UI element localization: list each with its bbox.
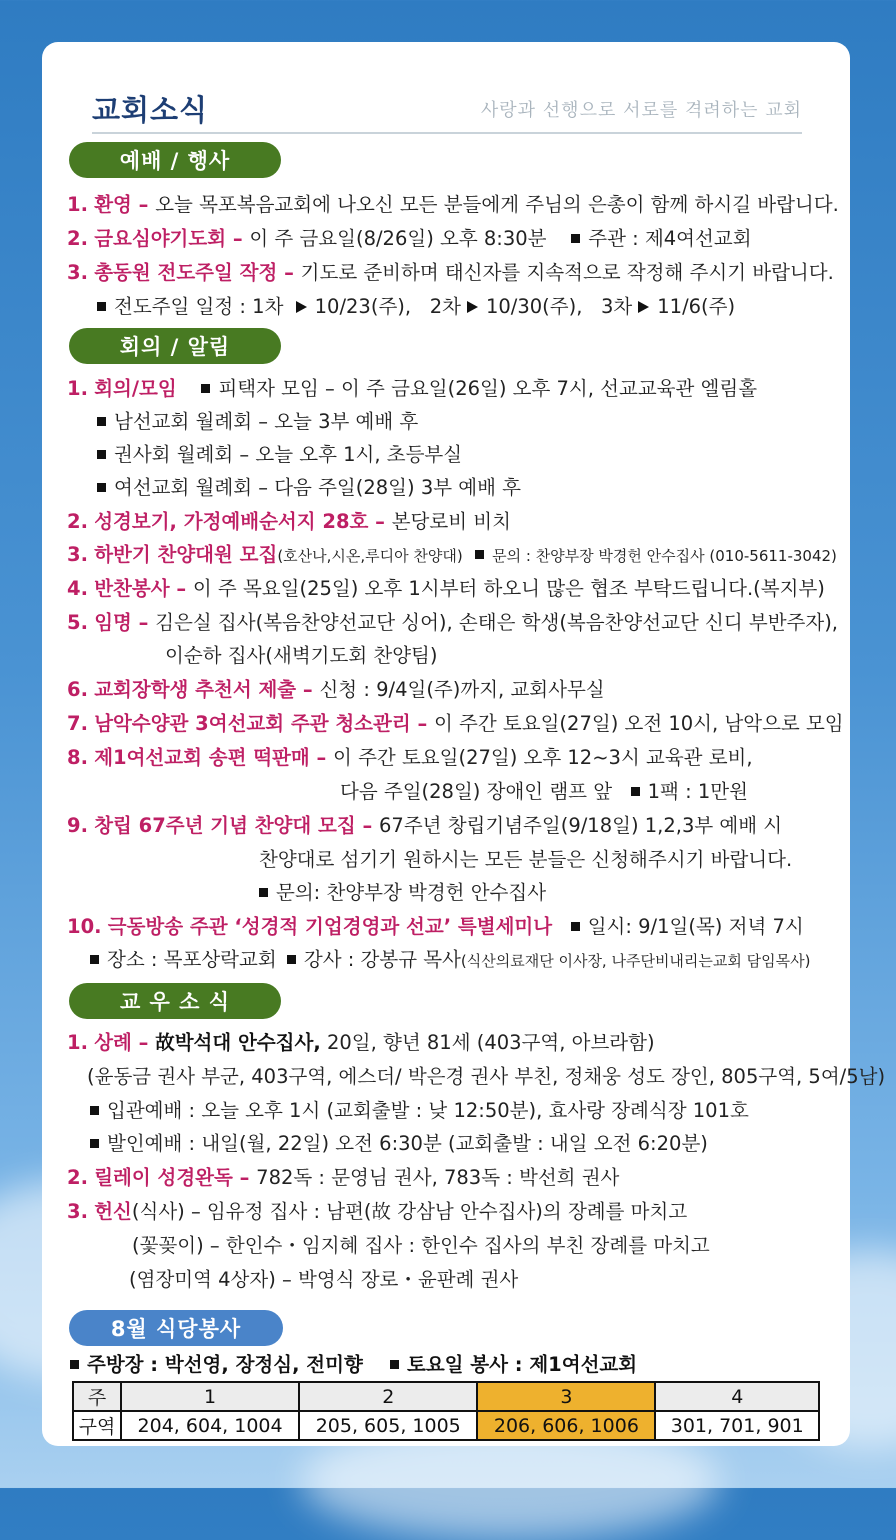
list-item: 10. 극동방송 주관 ‘성경적 기업경영과 선교’ 특별세미나 일시: 9/1일(목) 저녁 7시 — [67, 915, 804, 938]
bullet-icon — [571, 922, 580, 931]
list-item: 여선교회 월례회 – 다음 주일(28일) 3부 예배 후 — [97, 475, 521, 501]
list-item-continued: (꽃꽂이) – 한인수・임지혜 집사 : 한인수 집사의 부친 장례를 마치고 — [132, 1234, 710, 1257]
list-item: 남선교회 월례회 – 오늘 3부 예배 후 — [97, 409, 418, 435]
page-subtitle: 사랑과 선행으로 서로를 격려하는 교회 — [480, 100, 802, 121]
table-cell: 2 — [299, 1382, 477, 1411]
header-divider — [92, 132, 802, 134]
table-cell-highlighted: 3 — [477, 1382, 655, 1411]
list-item-continued: 발인예배 : 내일(월, 22일) 오전 6:30분 (교회출발 : 내일 오전 6:20분) — [90, 1131, 708, 1157]
list-item: 1. 회의/모임 피택자 모임 – 이 주 금요일(26일) 오후 7시, 선교교육관 엘림홀 — [67, 377, 758, 400]
table-cell: 204, 604, 1004 — [121, 1411, 299, 1440]
bullet-icon — [571, 234, 580, 243]
list-item-continued: 다음 주일(28일) 장애인 램프 앞 1팩 : 1만원 — [340, 780, 748, 803]
list-item: 1. 상례 – 故박석대 안수집사, 20일, 향년 81세 (403구역, 아브라함) — [67, 1031, 655, 1054]
bullet-icon — [390, 1360, 399, 1369]
list-item-continued: (윤동금 권사 부군, 403구역, 에스더/ 박은경 권사 부친, 정채웅 성도 장인, 805구역, 5여/5남) — [87, 1065, 886, 1088]
list-item: 2. 금요심야기도회 – 이 주 금요일(8/26일) 오후 8:30분 주관 : 제4여선교회 — [67, 227, 752, 250]
list-item-continued: 장소 : 목포상락교회 강사 : 강봉규 목사(식산의료재단 이사장, 나주단비내리는교회 담임목사) — [90, 947, 810, 974]
bullet-icon — [475, 550, 484, 559]
bullet-icon — [97, 302, 106, 311]
list-item: 8. 제1여선교회 송편 떡판매 – 이 주간 토요일(27일) 오후 12~3시 교육관 로비, — [67, 746, 753, 769]
bullet-icon — [97, 417, 106, 426]
list-item: 2. 릴레이 성경완독 – 782독 : 문영님 권사, 783독 : 박선희 권사 — [67, 1166, 620, 1189]
section-title-kitchen-duty: 8월 식당봉사 — [69, 1310, 283, 1346]
list-item-continued: 입관예배 : 오늘 오후 1시 (교회출발 : 낮 12:50분), 효사랑 장례식장 101호 — [90, 1098, 749, 1124]
table-cell-highlighted: 206, 606, 1006 — [477, 1411, 655, 1440]
list-item: 권사회 월례회 – 오늘 오후 1시, 초등부실 — [97, 442, 462, 468]
bullet-icon — [70, 1360, 79, 1369]
bullet-icon — [90, 1106, 99, 1115]
list-item: 9. 창립 67주년 기념 찬양대 모집 – 67주년 창립기념주일(9/18일) 1,2,3부 예배 시 — [67, 814, 783, 837]
news-card — [42, 42, 886, 1446]
list-item-continued: 찬양대로 섬기기 원하시는 모든 분들은 신청해주시기 바랍니다. — [259, 848, 793, 871]
list-item-continued: 문의: 찬양부장 박경헌 안수집사 — [259, 880, 546, 906]
table-row — [73, 1382, 819, 1411]
list-item: 6. 교회장학생 추천서 제출 – 신청 : 9/4일(주)까지, 교회사무실 — [67, 678, 605, 701]
list-item: 1. 환영 – 오늘 목포복음교회에 나오신 모든 분들에게 주님의 은총이 함께 하시길 바랍니다. — [67, 193, 839, 216]
list-item: 3. 헌신(식사) – 임유정 집사 : 남편(故 강삼남 안수집사)의 장례를 마치고 — [67, 1200, 688, 1223]
bullet-icon — [97, 450, 106, 459]
list-item: 4. 반찬봉사 – 이 주 목요일(25일) 오후 1시부터 하오니 많은 협조 부탁드립니다.(복지부) — [67, 577, 825, 600]
table-row — [73, 1411, 819, 1440]
page-title: 교회소식 — [92, 93, 209, 127]
bullet-icon — [90, 955, 99, 964]
table-header-district: 구역 — [73, 1411, 121, 1440]
bullet-icon — [90, 1139, 99, 1148]
bullet-icon — [201, 384, 210, 393]
arrow-right-icon — [638, 301, 649, 313]
table-cell: 4 — [655, 1382, 819, 1411]
table-cell: 205, 605, 1005 — [299, 1411, 477, 1440]
bullet-icon — [631, 787, 640, 796]
arrow-right-icon — [296, 301, 307, 313]
list-item: 2. 성경보기, 가정예배순서지 28호 – 본당로비 비치 — [67, 510, 511, 533]
table-cell: 1 — [121, 1382, 299, 1411]
duty-table — [72, 1381, 820, 1441]
bullet-icon — [287, 955, 296, 964]
list-item: 3. 하반기 찬양대원 모집(호산나,시온,루디아 찬양대) 문의 : 찬양부장 박경헌 안수집사 (010-5611-3042) — [67, 543, 837, 566]
list-item-continued: 이순하 집사(새벽기도회 찬양팀) — [165, 644, 438, 667]
bullet-icon — [97, 483, 106, 492]
bullet-icon — [259, 888, 268, 897]
section-title-meetings: 회의 / 알림 — [69, 328, 281, 364]
list-item: 7. 남악수양관 3여선교회 주관 청소관리 – 이 주간 토요일(27일) 오전 10시, 남악으로 모임 — [67, 712, 844, 735]
list-item: 5. 임명 – 김은실 집사(복음찬양선교단 싱어), 손태은 학생(복음찬양선교단 신디 부반주자), — [67, 611, 839, 634]
table-header-week: 주 — [73, 1382, 121, 1411]
list-item-continued: (염장미역 4상자) – 박영식 장로・윤판례 권사 — [129, 1268, 519, 1291]
section-title-member-news: 교 우 소 식 — [69, 983, 281, 1019]
section-title-worship: 예배 / 행사 — [69, 142, 281, 178]
table-cell: 301, 701, 901 — [655, 1411, 819, 1440]
kitchen-duty-info: 주방장 : 박선영, 장정심, 전미향 토요일 봉사 : 제1여선교회 — [70, 1352, 637, 1378]
arrow-right-icon — [467, 301, 478, 313]
list-item: 3. 총동원 전도주일 작정 – 기도로 준비하며 태신자를 지속적으로 작정해 주시기 바랍니다. — [67, 261, 834, 284]
list-item: 전도주일 일정 : 1차 10/23(주), 2차 10/30(주), 3차 11/6(주) — [97, 294, 735, 320]
